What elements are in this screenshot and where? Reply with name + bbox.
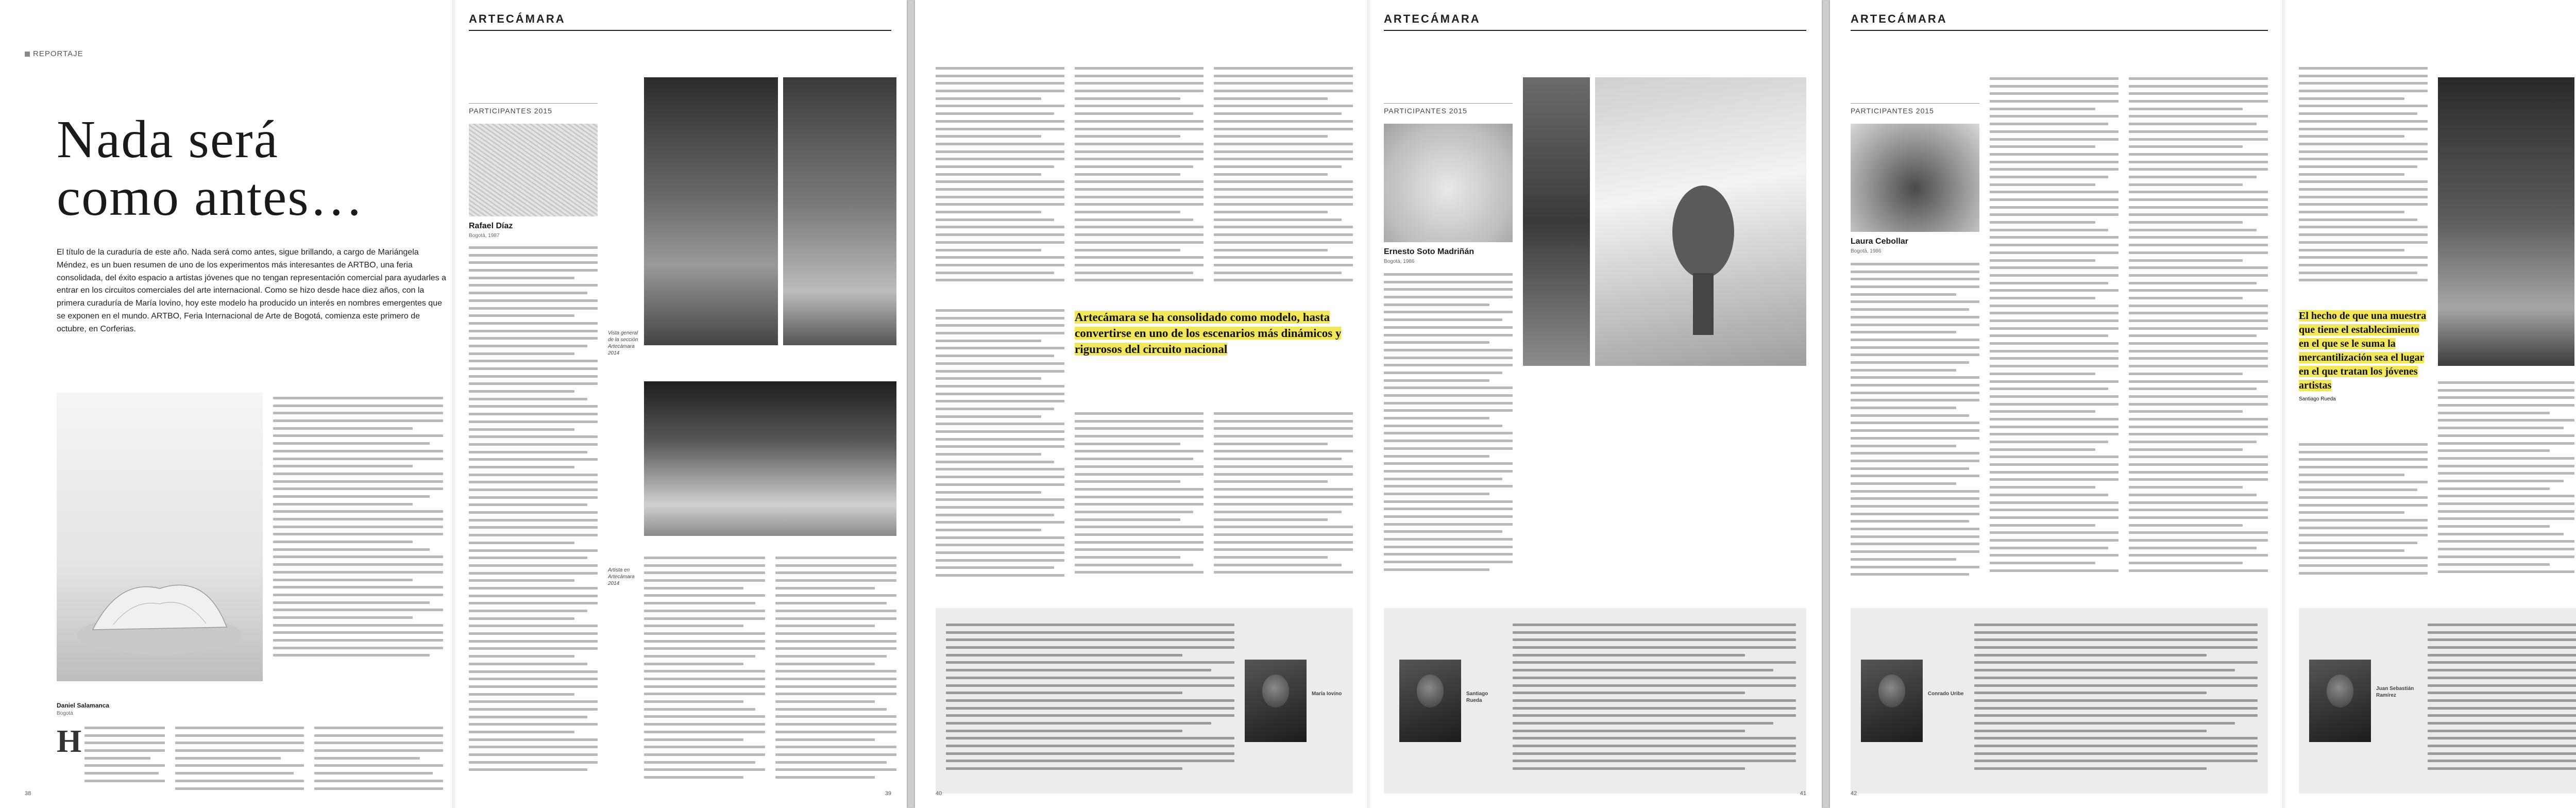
artwork-photo [1851,124,1979,232]
spread-3 [1830,0,2576,808]
text-column-b [175,727,304,794]
drop-cap: H [57,727,82,759]
page-number: 41 [1800,790,1806,797]
photo-caption: Vista general de la sección Artecámara 2014 [608,330,638,356]
spread-1 [0,0,907,808]
text-column-h [1214,67,1353,294]
juror-bio-box [1851,608,2268,794]
page-number: 38 [25,790,31,797]
spread-2 [915,0,1822,808]
photo-caption-2: Artista en Artecámara 2014 [608,567,635,586]
juror-bio-box [1384,608,1806,794]
text-column-d [644,557,765,794]
sculpture-figure [1595,77,1806,366]
page-38 [0,0,453,808]
participants-label: PARTICIPANTES 2015 [1851,103,1979,115]
art-photo-large [57,393,263,681]
juror-name: María Iovino [1312,691,1342,697]
intro-column [57,727,165,794]
title-line-2: como antes… [57,167,364,227]
running-head: ARTECÁMARA [469,12,566,25]
intro-lines [84,727,165,788]
pull-quote-author: Santiago Rueda [2299,396,2336,402]
participants-label: PARTICIPANTES 2015 [1384,103,1513,115]
text-column-e [775,557,896,794]
text-column-i [936,309,1064,587]
artist-text [1851,263,1979,587]
page-number: 39 [885,790,891,797]
page-41 [1368,0,1822,808]
gallery-photo-6 [2438,77,2574,366]
pull-quote [1075,309,1353,357]
page-number: 42 [1851,790,1857,797]
juror-name: Santiago Rueda [1466,691,1488,703]
participants-label: PARTICIPANTES 2015 [469,103,598,115]
text-column-c [314,727,443,794]
page-39 [453,0,907,808]
running-head: ARTECÁMARA [1851,12,1947,25]
artwork-photo [1384,124,1513,242]
juror-portrait [1861,660,1923,742]
juror-bio-box [2299,608,2576,794]
byline [57,702,109,716]
sculpture-illustration [57,393,263,681]
artist-text [1384,273,1513,582]
gallery-photo-1 [644,77,778,345]
text-column-a [273,397,443,675]
article-lead: El título de la curaduría de este año. Nada será como antes, sigue brillando, a cargo de Mariángela Méndez, es un buen resumen de uno de los experimentos más interesantes de ARTBO, una feria consolidada, del éxito espacio a artistas jóvenes que no tengan representación comercial para ayudarles a entrar en los circuitos comerciales del arte internacional. Como se hizo desde hace diez años, con la primera curaduría de María Iovino, hoy este modelo ha producido un interés en nombres emergentes que se exponen en el mundo. ARTBO, Feria Internacional de Arte de Bogotá, comienza este primero de octubre, en Corferias. [57,248,447,333]
juror-bio-text [1513,624,1796,778]
artist-text [469,246,598,793]
section-marker: REPORTAJE [25,49,83,58]
artist-city: Bogotá, 1986 [1851,248,1882,254]
running-head: ARTECÁMARA [1384,12,1481,25]
text-column-k [1214,412,1353,587]
artist-name: Rafael Díaz [469,222,513,230]
gallery-photo-4 [1523,77,1590,366]
pull-quote [2299,309,2428,403]
artwork-photo [469,124,598,216]
header-rule [1851,30,2268,31]
artist-city: Bogotá, 1987 [469,233,500,239]
artist-name: Ernesto Soto Madriñán [1384,247,1475,256]
text-column-l [1990,77,2119,587]
text-column-n [2299,67,2428,294]
header-rule [1384,30,1806,31]
page-43 [2283,0,2576,808]
gallery-photo-5 [1595,77,1806,366]
gallery-photo-2 [783,77,896,345]
page-40 [915,0,1368,808]
page-42 [1830,0,2283,808]
juror-bio-text [946,624,1234,778]
text-column-g [1075,67,1204,294]
text-column-m [2129,77,2268,587]
juror-name: Juan Sebastián Ramírez [2376,686,2414,698]
gallery-photo-3 [644,381,896,536]
juror-portrait [1399,660,1461,742]
byline-name: Daniel Salamanca [57,702,110,709]
juror-portrait [2309,660,2371,742]
pull-quote-text: El hecho de que una muestra que tiene el establecimiento en el que se le suma la mercantilización sea el lugar en el que tratan los jóvenes artistas [2299,310,2427,391]
header-rule [469,30,891,31]
text-column-j [1075,412,1204,587]
text-column-p [2438,381,2574,587]
text-column-o [2299,443,2428,587]
byline-city: Bogotá [57,711,73,716]
juror-bio-box [936,608,1353,794]
page-number: 40 [936,790,942,797]
text-column-f [936,67,1064,294]
title-line-1: Nada será [57,110,279,169]
juror-bio-text [2428,624,2576,778]
article-title [57,111,438,227]
pull-quote-text: Artecámara se ha consolidado como modelo, hasta convertirse en uno de los escenarios más dinámicos y rigurosos del circuito nacional [1075,311,1342,356]
artist-name: Laura Cebollar [1851,237,1909,246]
artist-city: Bogotá, 1986 [1384,259,1415,264]
juror-name: Conrado Uribe [1928,691,1964,697]
juror-portrait [1245,660,1307,742]
juror-bio-text [1974,624,2258,778]
